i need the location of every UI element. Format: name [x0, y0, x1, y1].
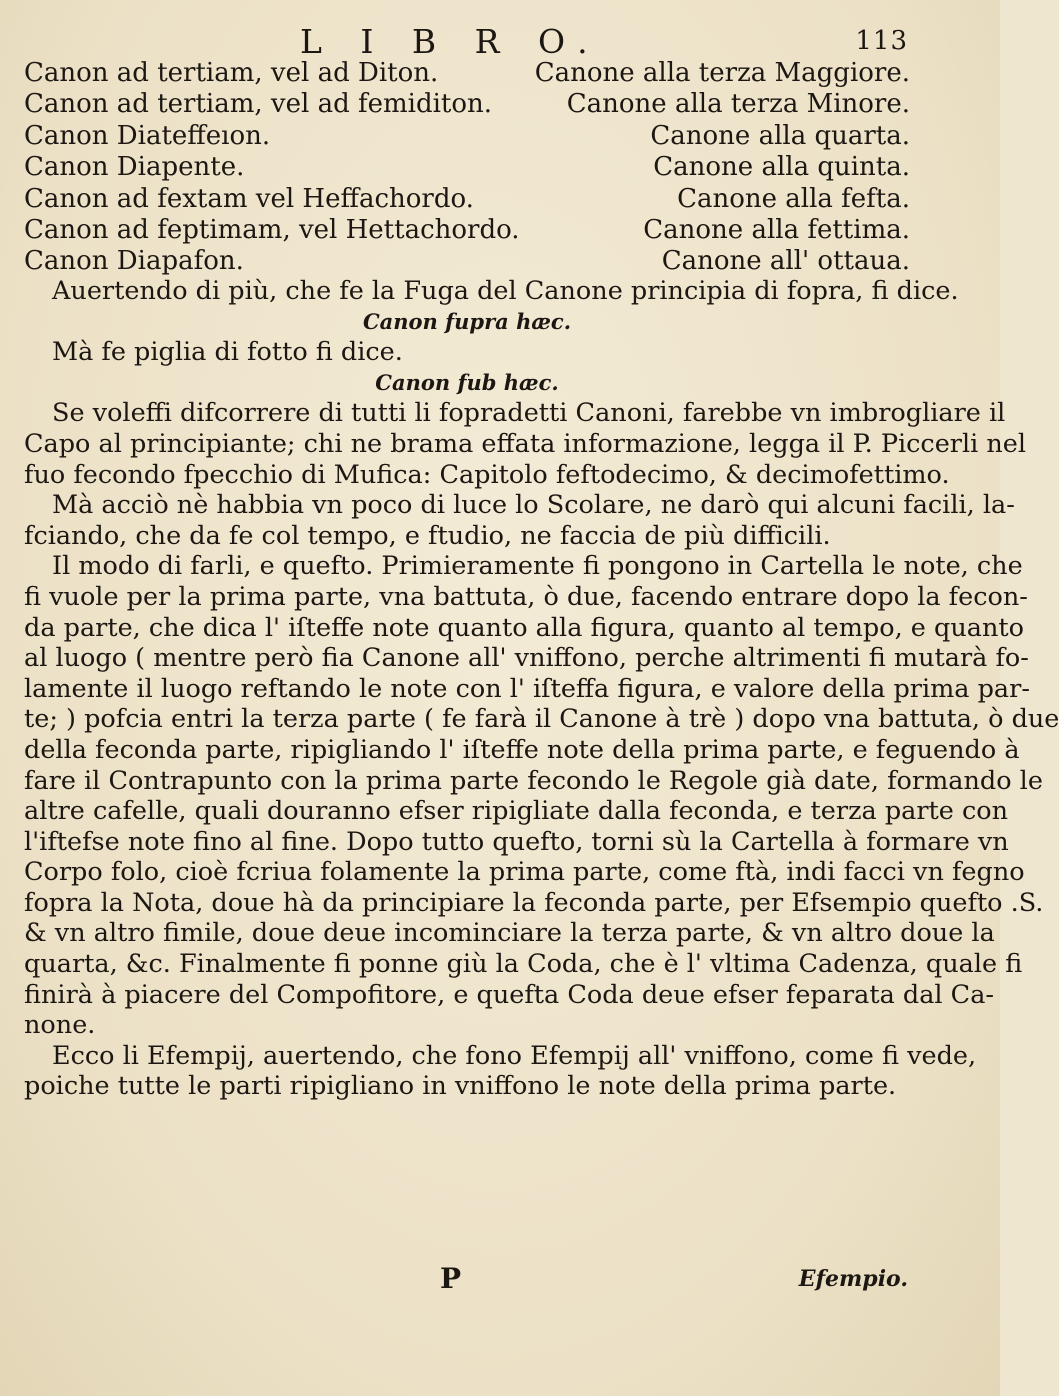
canon-italian-name: Canone alla terza Minore.: [566, 89, 910, 120]
canon-latin-name: Canon Diapente.: [24, 152, 245, 183]
text-line: poiche tutte le parti ripigliano in vniffono le note della prima parte.: [24, 1071, 897, 1102]
canon-italian-name: Canone alla quinta.: [653, 152, 910, 183]
text-line: quarta, &c. Finalmente fi ponne giù la Coda, che è l' vltima Cadenza, quale fi: [24, 949, 1023, 980]
text-line: Se voleffi difcorrere di tutti li fopradetti Canoni, farebbe vn imbrogliare il: [52, 398, 1006, 429]
text-line: da parte, che dica l' iſteffe note quanto alla figura, quanto al tempo, e quanto: [24, 612, 1024, 643]
canon-italian-name: Canone alla fettima.: [643, 214, 910, 245]
text-line: altre cafelle, quali douranno efser ripigliate dalla feconda, e terza parte con: [24, 796, 1009, 827]
page-header: [0, 20, 1000, 60]
canon-latin-name: Canon ad feptimam, vel Hettachordo.: [24, 214, 520, 245]
text-line: Il modo di farli, e quefto. Primieramente fi pongono in Cartella le note, che: [52, 551, 1023, 582]
canon-supra-heading: Canon fupra hæc.: [362, 308, 572, 334]
canon-latin-name: Canon ad tertiam, vel ad femiditon.: [24, 89, 493, 120]
text-line: Corpo folo, cioè fcriua folamente la prima parte, come ftà, indi facci vn fegno: [24, 857, 1025, 888]
canon-row: [24, 89, 910, 120]
text-line: lamente il luogo reftando le note con l' iſteffa figura, e valore della prima par-: [24, 673, 1030, 704]
signature-mark: P: [440, 1262, 462, 1295]
page-footer: [0, 1262, 1000, 1302]
text-line: fi vuole per la prima parte, vna battuta, ò due, facendo entrare dopo la fecon-: [24, 581, 1028, 612]
canon-italian-name: Canone all' ottaua.: [661, 246, 910, 277]
canon-row: [24, 246, 910, 277]
text-line: della feconda parte, ripigliando l' iſteffe note della prima parte, e feguendo à: [24, 734, 1020, 765]
text-line: finirà à piacere del Compofitore, e quefta Coda deue efser feparata dal Ca-: [24, 979, 995, 1010]
body-text: [24, 276, 1059, 1102]
canon-row: [24, 215, 910, 246]
canon-italian-name: Canone alla fefta.: [677, 183, 910, 214]
canon-latin-name: Canon Diateffeıon.: [24, 120, 271, 151]
canon-list: [24, 58, 910, 278]
canon-italian-name: Canone alla terza Maggiore.: [534, 58, 910, 88]
canon-row: [24, 184, 910, 215]
text-line: te; ) pofcia entri la terza parte ( fe farà il Canone à trè ) dopo vna battuta, ò due: [24, 704, 1059, 735]
text-line: al luogo ( mentre però fia Canone all' vniffono, perche altrimenti fi mutarà fo-: [24, 643, 1029, 674]
text-line: fciando, che da fe col tempo, e ftudio, ne faccia de più difficili.: [24, 520, 831, 551]
canon-row: [24, 152, 910, 183]
text-line: fuo fecondo fpecchio di Mufica: Capitolo feftodecimo, & decimofettimo.: [24, 459, 950, 490]
text-line: none.: [24, 1010, 96, 1041]
running-head: L I B R O.: [300, 22, 602, 61]
canon-italian-name: Canone alla quarta.: [650, 120, 910, 151]
page-number: 113: [855, 26, 908, 56]
canon-row: [24, 121, 910, 152]
text-line: Mà acciò nè habbia vn poco di luce lo Scolare, ne darò qui alcuni facili, la-: [52, 490, 1015, 521]
text-line: fopra la Nota, doue hà da principiare la feconda parte, per Efsempio quefto .S.: [24, 887, 1044, 918]
canon-latin-name: Canon ad fextam vel Heffachordo.: [24, 183, 474, 214]
canon-latin-name: Canon Diapafon.: [24, 246, 244, 277]
canon-sub-heading: Canon fub hæc.: [375, 369, 559, 395]
text-line: Mà fe piglia di fotto fi dice.: [52, 337, 403, 368]
text-line: Capo al principiante; chi ne brama effata informazione, legga il P. Piccerli nel: [24, 428, 1027, 459]
catchword: Efempio.: [798, 1266, 908, 1292]
text-line: Auertendo di più, che fe la Fuga del Canone principia di fopra, fi dice.: [52, 276, 959, 306]
text-line: & vn altro fimile, doue deue incominciare la terza parte, & vn altro doue la: [24, 918, 995, 949]
canon-latin-name: Canon ad tertiam, vel ad Diton.: [24, 58, 439, 88]
text-line: Ecco li Efempij, auertendo, che fono Efempij all' vniffono, come fi vede,: [52, 1040, 977, 1071]
canon-row: [24, 58, 910, 89]
text-line: l'iftefse note fino al fine. Dopo tutto quefto, torni sù la Cartella à formare vn: [24, 826, 1009, 857]
text-line: fare il Contrapunto con la prima parte fecondo le Regole già date, formando le: [24, 765, 1043, 796]
